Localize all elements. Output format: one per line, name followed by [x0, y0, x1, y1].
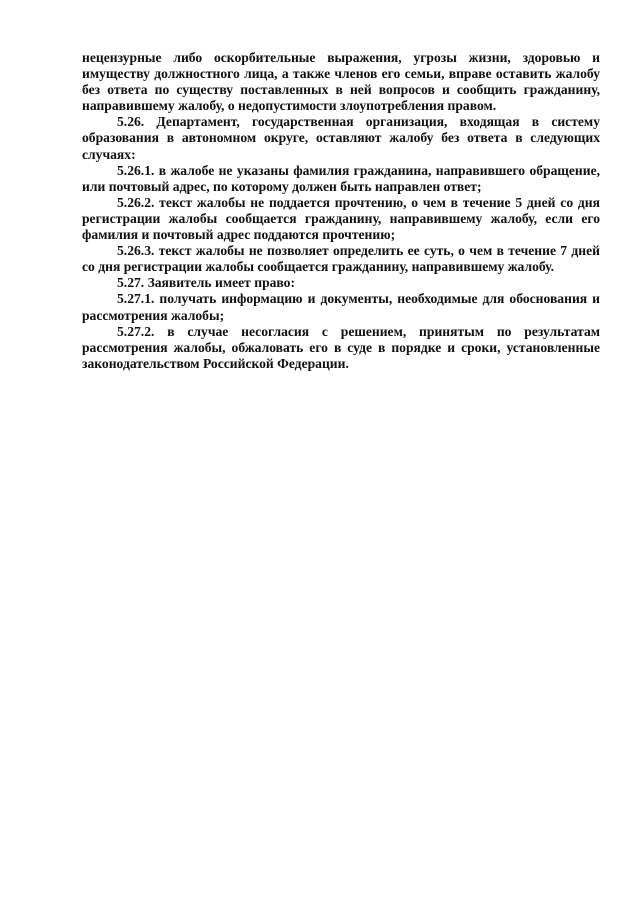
paragraph-5-27-2: 5.27.2. в случае несогласия с решением, принятым по результатам рассмотрения жалобы, обжаловать его в суде в порядке и сроки, установленные законодательством Российской Федерации.	[82, 323, 600, 371]
paragraph-5-27: 5.27. Заявитель имеет право:	[117, 275, 296, 291]
paragraph-5-27-1: 5.27.1. получать информацию и документы, необходимые для обоснования и рассмотрения жалобы;	[82, 291, 600, 323]
paragraph-5-26-3: 5.26.3. текст жалобы не позволяет определить ее суть, о чем в течение 7 дней со дня регистрации жалобы сообщается гражданину, направившему жалобу.	[82, 243, 600, 275]
paragraph-continuation: нецензурные либо оскорбительные выражения, угрозы жизни, здоровью и имуществу должностного лица, а также членов его семьи, вправе оставить жалобу без ответа по существу поставленных в ней вопросов и сообщить гражданину, направившему жалобу, о недопустимости злоупотребления правом.	[82, 50, 600, 114]
paragraph-5-26-1: 5.26.1. в жалобе не указаны фамилия гражданина, направившего обращение, или почтовый адрес, по которому должен быть направлен ответ;	[82, 162, 600, 194]
paragraph-5-26-2: 5.26.2. текст жалобы не поддается прочтению, о чем в течение 5 дней со дня регистрации жалобы сообщается гражданину, направившему жалобу, если его фамилия и почтовый адрес поддаются прочтению;	[82, 194, 600, 243]
document-body	[82, 50, 600, 372]
paragraph-5-26: 5.26. Департамент, государственная организация, входящая в систему образования в автономном округе, оставляют жалобу без ответа в следующих случаях:	[82, 114, 600, 162]
